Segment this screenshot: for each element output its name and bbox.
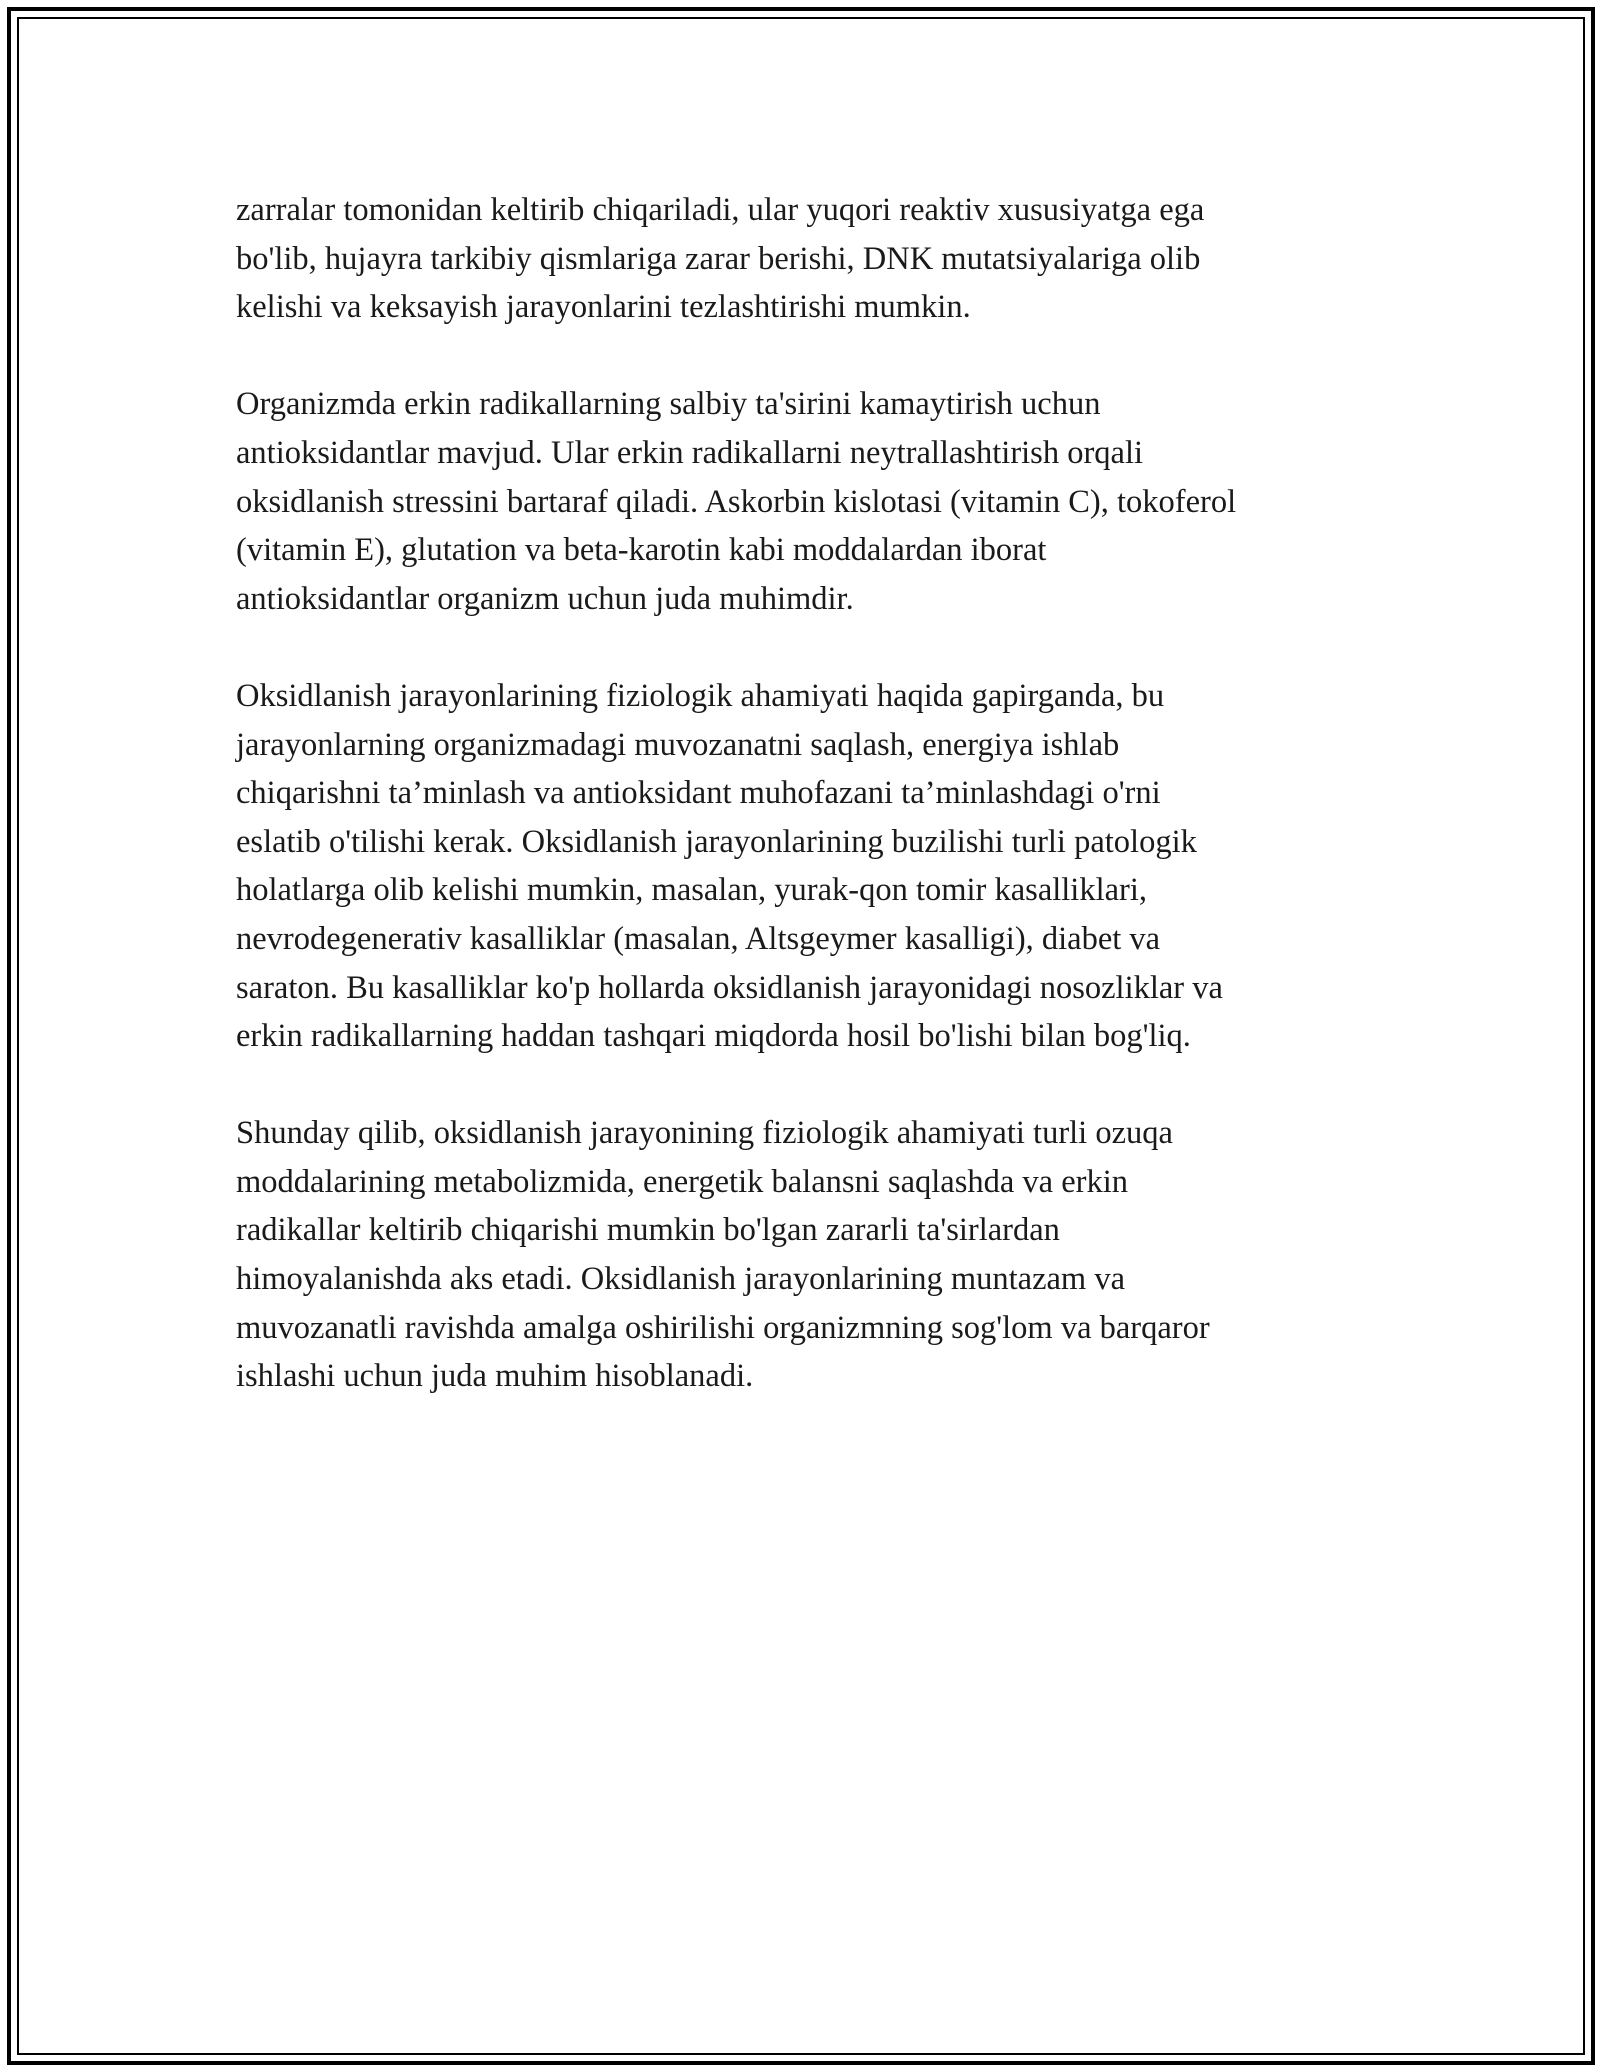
- paragraph-4: Shunday qilib, oksidlanish jarayonining fiziologik ahamiyati turli ozuqa moddalarining metabolizmida, energetik balansni saqlashda va erkin radikallar keltirib chiqarishi mumkin bo'lgan zararli ta'sirlardan himoyalanishda aks etadi. Oksidlanish jarayonlarining muntazam va muvozanatli ravishda amalga oshirilishi organizmning sog'lom va barqaror ishlashi uchun juda muhim hisoblanadi.: [236, 1115, 1210, 1395]
- paragraph-1: zarralar tomonidan keltirib chiqariladi, ular yuqori reaktiv xususiyatga ega bo'lib, hujayra tarkibiy qismlariga zarar berishi, DNK mutatsiyalariga olib kelishi va keksayish jarayonlarini tezlashtirishi mumkin.: [236, 192, 1205, 326]
- document-body: [236, 186, 1386, 1401]
- paragraph-2: Organizmda erkin radikallarning salbiy ta'sirini kamaytirish uchun antioksidantlar mavjud. Ular erkin radikallarni neytrallashtirish orqali oksidlanish stressini bartaraf qiladi. Askorbin kislotasi (vitamin C), tokoferol (vitamin E), glutation va beta-karotin kabi moddalardan iborat antioksidantlar organizm uchun juda muhimdir.: [236, 386, 1237, 617]
- paragraph-3: Oksidlanish jarayonlarining fiziologik ahamiyati haqida gapirganda, bu jarayonlarning organizmadagi muvozanatni saqlash, energiya ishlab chiqarishni ta’minlash va antioksidant muhofazani ta’minlashdagi o'rni eslatib o'tilishi kerak. Oksidlanish jarayonlarining buzilishi turli patologik holatlarga olib kelishi mumkin, masalan, yurak-qon tomir kasalliklari, nevrodegenerativ kasalliklar (masalan, Altsgeymer kasalligi), diabet va saraton. Bu kasalliklar ko'p hollarda oksidlanish jarayonidagi nosozliklar va erkin radikallarning haddan tashqari miqdorda hosil bo'lishi bilan bog'liq.: [236, 677, 1223, 1055]
